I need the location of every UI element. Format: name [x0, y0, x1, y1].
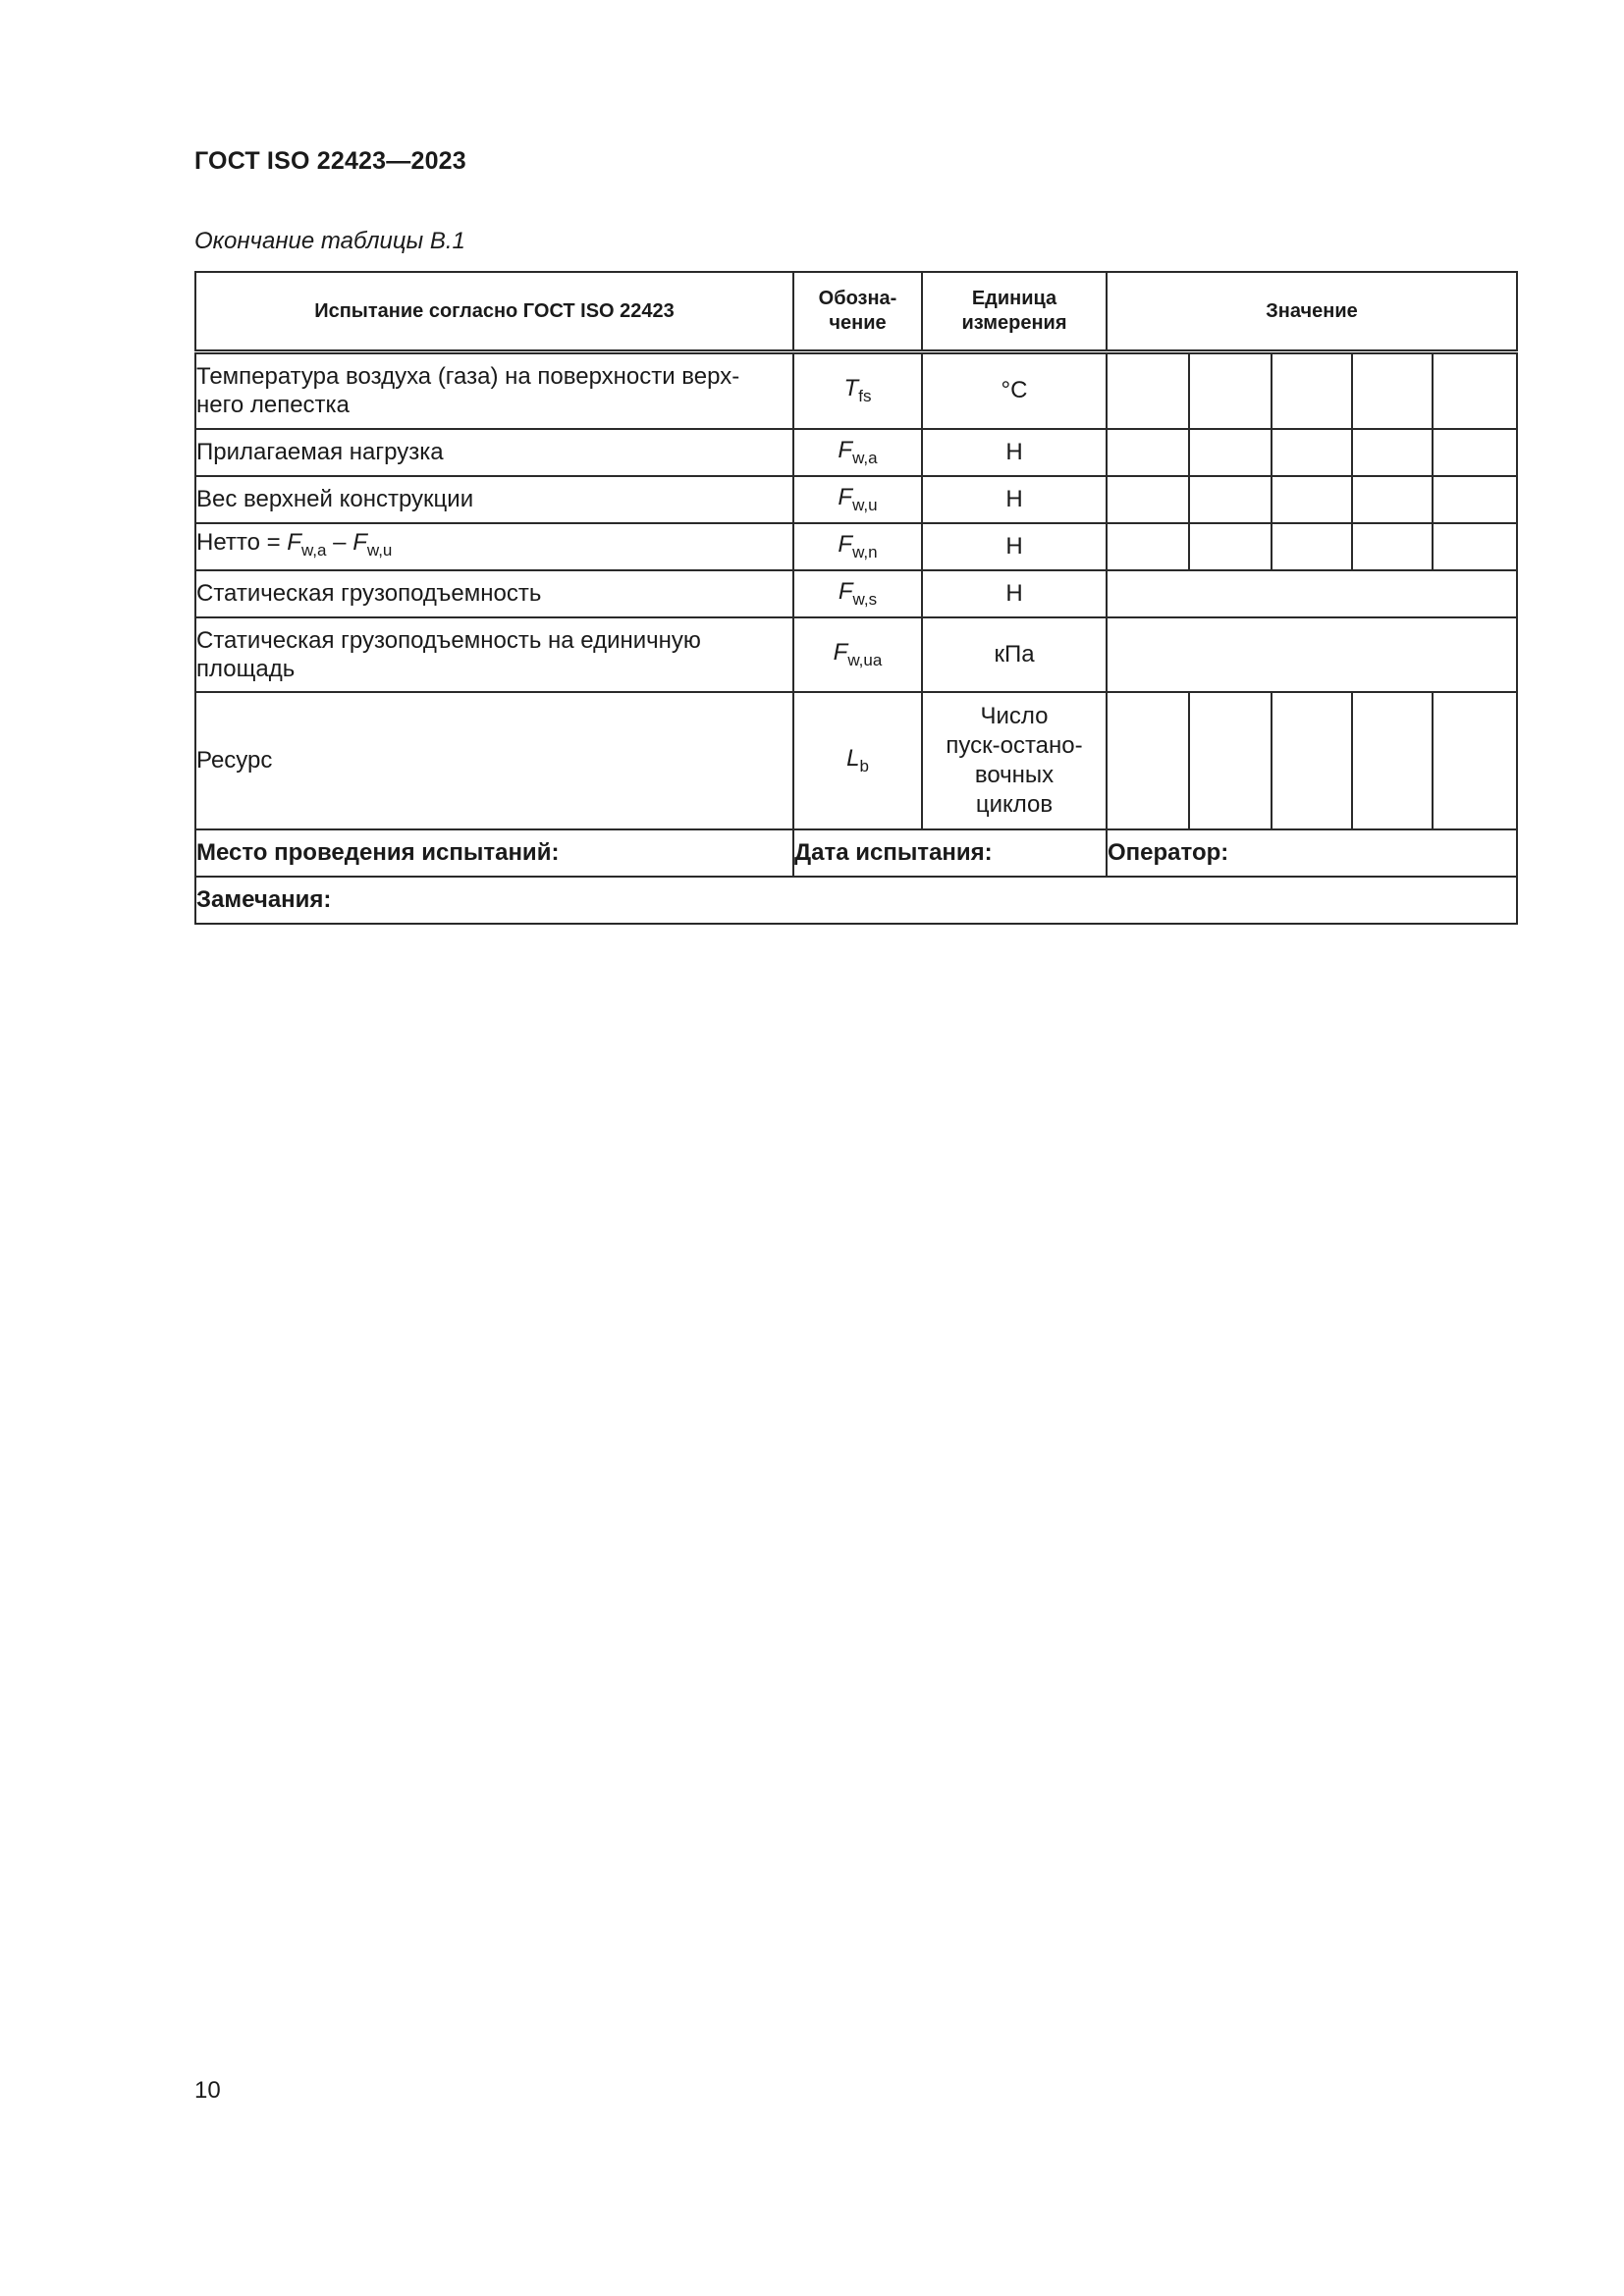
symbol-cell: [793, 352, 922, 429]
value-cell[interactable]: [1352, 352, 1433, 429]
value-cell[interactable]: [1352, 523, 1433, 570]
test-text-line1: Температура воздуха (газа) на поверхности верх-: [196, 363, 740, 391]
symbol-cell: [793, 692, 922, 829]
formula-symbol: F: [352, 529, 367, 556]
test-cell: [195, 617, 793, 692]
value-cell[interactable]: [1189, 352, 1272, 429]
value-cell[interactable]: [1352, 692, 1433, 829]
value-cell[interactable]: [1272, 523, 1352, 570]
unit-cell: Н: [922, 429, 1107, 476]
test-text-line2: площадь: [196, 655, 296, 682]
value-cell[interactable]: [1107, 352, 1189, 429]
value-cell[interactable]: [1189, 692, 1272, 829]
symbol-subscript: w,ua: [847, 650, 883, 669]
value-cell[interactable]: [1433, 692, 1517, 829]
unit-cell: Н: [922, 476, 1107, 523]
test-cell: Вес верхней конструкции: [195, 476, 793, 523]
value-cell-merged[interactable]: [1107, 617, 1517, 692]
symbol-header-line1: Обозна-: [818, 288, 897, 309]
symbol-cell: [793, 429, 922, 476]
test-cell: [195, 352, 793, 429]
value-cell[interactable]: [1433, 352, 1517, 429]
table-remarks-row: [195, 877, 1517, 924]
unit-text-line4: циклов: [975, 790, 1054, 818]
test-cell: Ресурс: [195, 692, 793, 829]
symbol-subscript: w,s: [852, 589, 878, 609]
column-header-symbol: [793, 272, 922, 352]
unit-cell: °C: [922, 352, 1107, 429]
remarks-field[interactable]: Замечания:: [195, 877, 1517, 924]
symbol-cell: [793, 617, 922, 692]
page-number: 10: [194, 2077, 221, 2104]
symbol-subscript: fs: [858, 387, 872, 406]
formula-operator: –: [326, 529, 353, 556]
symbol-subscript: w,u: [852, 495, 878, 514]
document-code: ГОСТ ISO 22423—2023: [194, 147, 466, 175]
symbol-main: F: [833, 638, 848, 666]
test-cell: [195, 523, 793, 570]
value-cell[interactable]: [1107, 429, 1189, 476]
test-text-line1: Статическая грузоподъемность на единичную: [196, 626, 701, 654]
table-caption: Окончание таблицы В.1: [194, 228, 465, 254]
test-date-field[interactable]: Дата испытания:: [793, 829, 1107, 877]
table-row: [195, 692, 1517, 829]
symbol-subscript: w,n: [852, 542, 878, 561]
symbol-main: F: [838, 530, 853, 558]
value-cell[interactable]: [1272, 429, 1352, 476]
value-cell[interactable]: [1107, 523, 1189, 570]
symbol-cell: [793, 570, 922, 617]
formula-symbol: F: [287, 529, 301, 556]
table-row: [195, 570, 1517, 617]
table-header-row: [195, 272, 1517, 352]
value-cell-merged[interactable]: [1107, 570, 1517, 617]
operator-field[interactable]: Оператор:: [1107, 829, 1517, 877]
unit-cell: кПа: [922, 617, 1107, 692]
unit-cell: Н: [922, 523, 1107, 570]
unit-cell: [922, 692, 1107, 829]
unit-header-line1: Единица: [971, 288, 1057, 309]
value-cell[interactable]: [1433, 476, 1517, 523]
value-cell[interactable]: [1189, 429, 1272, 476]
symbol-header-line2: чение: [829, 312, 887, 334]
column-header-value: Значение: [1107, 272, 1517, 352]
table-row: [195, 429, 1517, 476]
value-cell[interactable]: [1107, 692, 1189, 829]
formula-subscript: w,u: [366, 541, 393, 560]
unit-cell: Н: [922, 570, 1107, 617]
table-row: [195, 476, 1517, 523]
unit-text-line2: пуск-остано-: [946, 731, 1083, 759]
symbol-main: T: [843, 375, 859, 402]
table-row: [195, 617, 1517, 692]
unit-text-line3: вочных: [974, 761, 1055, 788]
value-cell[interactable]: [1433, 523, 1517, 570]
value-cell[interactable]: [1272, 352, 1352, 429]
unit-text-line1: Число: [980, 702, 1049, 729]
value-cell[interactable]: [1107, 476, 1189, 523]
value-cell[interactable]: [1272, 476, 1352, 523]
column-header-test: Испытание согласно ГОСТ ISO 22423: [195, 272, 793, 352]
symbol-subscript: b: [859, 756, 869, 775]
value-cell[interactable]: [1189, 523, 1272, 570]
test-place-field[interactable]: Место проведения испытаний:: [195, 829, 793, 877]
test-text-line2: него лепестка: [196, 392, 350, 419]
symbol-main: F: [838, 577, 853, 605]
test-cell: Прилагаемая нагрузка: [195, 429, 793, 476]
unit-header-line2: измерения: [961, 312, 1067, 334]
value-cell[interactable]: [1352, 429, 1433, 476]
symbol-cell: [793, 523, 922, 570]
formula-subscript: w,a: [300, 541, 327, 560]
value-cell[interactable]: [1272, 692, 1352, 829]
test-text: Нетто =: [196, 529, 288, 556]
table-footer-row: [195, 829, 1517, 877]
table-row: [195, 352, 1517, 429]
symbol-main: F: [838, 436, 853, 463]
symbol-cell: [793, 476, 922, 523]
symbol-main: F: [838, 483, 853, 510]
test-results-table: [194, 271, 1518, 925]
value-cell[interactable]: [1352, 476, 1433, 523]
symbol-main: L: [846, 744, 860, 772]
table-row: [195, 523, 1517, 570]
value-cell[interactable]: [1189, 476, 1272, 523]
symbol-subscript: w,a: [852, 448, 878, 467]
test-cell: Статическая грузоподъемность: [195, 570, 793, 617]
value-cell[interactable]: [1433, 429, 1517, 476]
column-header-unit: [922, 272, 1107, 352]
